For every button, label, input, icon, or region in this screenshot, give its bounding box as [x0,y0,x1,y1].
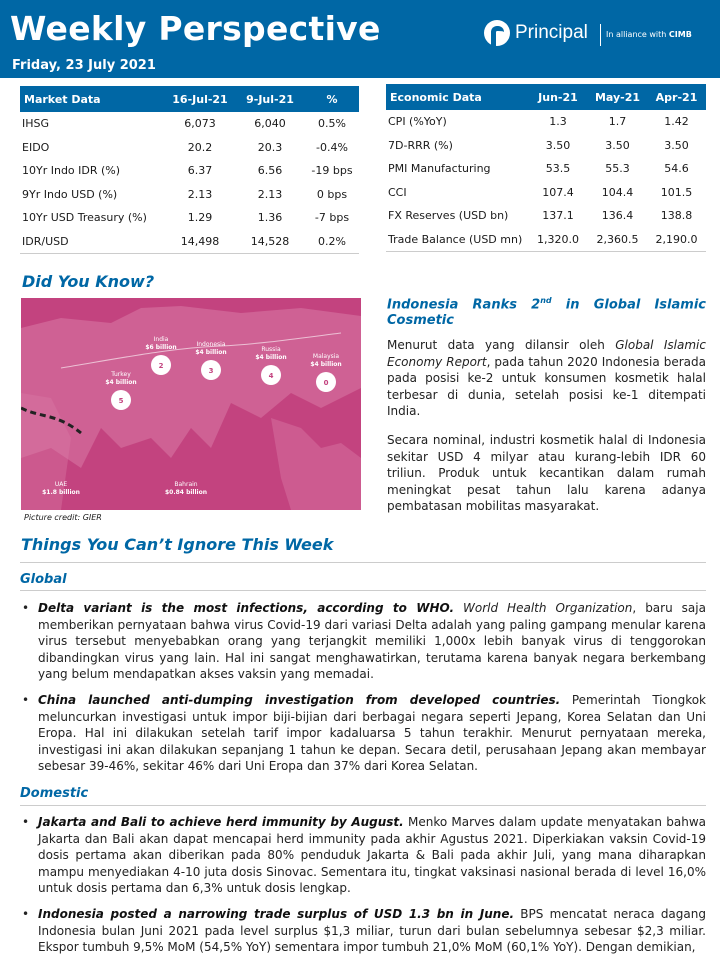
marker-country: UAE [54,481,68,488]
b1-text: , baru saja memberikan pernyataan bahwa virus Covid-19 dari variasi Delta adalah yang paling gampang menular karena virus tersebut menyebabkan orang yang terjangkit memiliki 1,000x lebih banyak virus di tenggorokan dibandingkan virus yang lain. Hal ini sangat menghawatirkan, terutama karena banyak negara berkembang yang belum mendapatkan akses vaksin yang memadai. [38,601,706,681]
row-value: 1.29 [187,211,213,225]
islamic-cosmetic-map-image [21,298,361,510]
row-value: 107.4 [542,185,574,199]
econ-header-3: Apr-21 [647,84,706,110]
table-row [20,136,359,160]
table-row [386,134,706,158]
article-title-line2: Cosmetic [387,313,454,329]
domestic-divider [20,805,706,806]
bullet-trade-surplus [20,906,706,956]
bullet-herd-immunity [20,814,706,897]
world-map-graphic [21,298,361,510]
table-row [386,181,706,205]
p1-text-a: Menurut data yang dilansir oleh [387,338,616,352]
b2-lead: China launched anti-dumping investigation from developed countries. [38,693,561,707]
row-label: EIDO [22,140,50,154]
row-value: 104.4 [601,185,634,199]
article-title [387,293,706,329]
row-value: 3.50 [545,138,571,152]
row-value: 20.3 [257,140,283,154]
b3-text: Menko Marves dalam update menyatakan bahwa Jakarta dan Bali akan dapat mencapai herd immunity pada akhir Agustus 2021. Diperkiakan vaksin Covid-19 dosis pertama akan diberikan pada 80% penduduk Jakarta & Bali pada akhir Juli, yang mana diharapkan mampu menyediakan 4-10 juta dosis Sinovac. Sementara itu, tingkat vaksinasi nasional berada di level 16,0% untuk dosis pertama dan 6,3% untuk dosis lengkap. [38,815,707,895]
row-value: 53.5 [545,162,571,176]
picture-credit: Picture credit: GIER [24,513,102,522]
row-label: Trade Balance (USD mn) [386,228,528,252]
table-row [20,206,359,230]
row-label: 10Yr USD Treasury (%) [22,211,147,225]
article-title-part1: Indonesia Ranks 2 [387,297,541,313]
marker-value: $4 billion [105,379,137,386]
article-paragraph-1 [387,337,706,420]
marker-rank: 3 [208,367,214,375]
row-value: 101.5 [660,185,693,199]
global-subheading: Global [20,572,67,587]
marker-country: Malaysia [312,353,340,360]
row-value: 2,360.5 [588,228,647,252]
row-value: 1.3 [549,115,567,129]
row-value: 136.4 [601,209,634,223]
row-value: 1.7 [608,115,627,129]
market-header-2: 9-Jul-21 [235,86,305,112]
econ-header-2: May-21 [588,84,647,110]
row-value: 3.50 [664,138,689,152]
section-divider [20,562,706,563]
row-value: 6.56 [257,164,283,178]
row-value: 20.2 [187,140,213,154]
row-value: 1,320.0 [528,228,588,252]
bullet-china-anti-dumping [20,692,706,775]
b2-text: Pemerintah Tiongkok meluncurkan investigasi untuk impor biji-bijian dari berbagai negara seperti Jepang, Korea Selatan dan Uni Eropa. Hal ini dilakukan setelah tarif impor kadaluarsa 5 tahun terakhir. Menurut pernyataan mereka, investigasi ini akan dilakukan sepanjang 1 tahun ke depan. Secara detil, perusahaan Jepang akan membayar sebesar 39-46%, sekitar 46% dari Uni Eropa dan 37% dari Korea Selatan. [38,693,707,773]
marker-rank: 0 [323,379,329,387]
table-row [20,183,359,207]
did-you-know-heading: Did You Know? [22,272,155,291]
row-value: 6.37 [187,164,213,178]
table-row [20,159,359,183]
marker-value: $4 billion [255,354,287,361]
row-label: 7D-RRR (%) [388,138,453,152]
row-value: 0.2% [305,230,359,254]
row-value: 1.36 [257,211,283,225]
article-title-sup: nd [540,296,552,305]
econ-header-1: Jun-21 [528,84,588,110]
marker-rank: 2 [158,362,164,370]
row-value: 0.5% [318,117,346,131]
market-data-table [20,86,359,254]
marker-rank: 4 [268,372,274,380]
b1-lead: Delta variant is the most infections, according to WHO. [38,601,454,615]
row-value: 55.3 [605,162,630,176]
row-value: 2.13 [187,187,213,201]
publication-date: Friday, 23 July 2021 [12,58,156,73]
table-row [386,204,706,228]
row-value: 6,073 [184,117,216,131]
row-value: 54.6 [664,162,689,176]
marker-value: $1.8 billion [42,489,80,496]
bullet-delta-variant [20,600,706,683]
things-heading: Things You Can’t Ignore This Week [21,535,334,554]
article-paragraph-2: Secara nominal, industri kosmetik halal di Indonesia sekitar USD 4 milyar atau kurang-lebih IDR 60 triliun. Produk untuk kecantikan dalam rumah meningkat pesat tahun lalu karena adanya pembatasan mobilitas masyarakat. [387,433,706,513]
brand-name: Principal [515,22,588,43]
row-value: 14,528 [235,230,305,254]
b1-who: World Health Organization [462,601,633,615]
marker-country: Bahrain [174,481,198,488]
econ-header-0: Economic Data [386,84,528,110]
row-value: -7 bps [314,211,350,225]
row-value: 1.42 [664,115,689,129]
row-value: 14,498 [165,230,235,254]
row-value: 6,040 [254,117,286,131]
article-title-part2: in Global Islamic [551,297,706,313]
row-value: -0.4% [316,140,348,154]
row-value: -19 bps [311,164,353,178]
row-label: CPI (%YoY) [388,115,447,129]
row-value: 2,190.0 [647,228,706,252]
table-row [386,157,706,181]
marker-value: $0.84 billion [165,489,207,496]
page-title: Weekly Perspective [10,9,381,48]
row-label: 10Yr Indo IDR (%) [22,164,121,178]
economic-data-table [386,84,706,252]
p1-report-name: Global Islamic Economy Report [387,338,706,369]
logo-divider [600,24,601,46]
row-label: CCI [388,185,407,199]
row-value: 2.13 [257,187,283,201]
row-label: IHSG [22,117,50,131]
row-value: 137.1 [542,209,574,223]
domestic-subheading: Domestic [20,786,89,801]
row-value: 3.50 [605,138,630,152]
table-row [20,112,359,136]
market-header-3: % [305,86,359,112]
row-value: 138.8 [660,209,693,223]
p1-text-b: , pada tahun 2020 Indonesia berada pada posisi ke-2 untuk konsumen kosmetik halal terbesar di dunia, setelah posisi ke-1 ditempati India. [387,354,706,418]
row-label: IDR/USD [20,230,165,254]
market-header-1: 16-Jul-21 [165,86,235,112]
row-label: 9Yr Indo USD (%) [22,187,118,201]
principal-logo [484,18,714,58]
row-label: PMI Manufacturing [388,162,491,176]
table-row [386,228,706,252]
b4-lead: Indonesia posted a narrowing trade surplus of USD 1.3 bn in June. [38,907,515,921]
table-row [386,110,706,134]
marker-country: Indonesia [196,341,226,348]
header-banner [0,0,720,78]
marker-country: Turkey [111,371,131,378]
b4-text: BPS mencatat neraca dagang Indonesia bulan Juni 2021 pada level surplus $1,3 miliar, turun dari bulan sebelumnya sebesar $2,3 miliar. Ekspor tumbuh 9,5% MoM (54,5% YoY) sementara impor tumbuh 21,0% MoM (60,1% YoY). Dengan demikian, [38,907,706,954]
global-divider [20,590,706,591]
row-value: 0 bps [316,187,348,201]
alliance-prefix: In alliance with [606,30,667,39]
map-marker [165,481,207,496]
marker-value: $4 billion [310,361,342,368]
principal-p-icon [484,20,510,46]
alliance-text [606,30,692,39]
table-row [20,230,359,254]
marker-rank: 5 [118,397,124,405]
row-label: FX Reserves (USD bn) [388,209,509,223]
marker-country: Russia [261,346,281,353]
market-header-0: Market Data [20,86,165,112]
marker-country: India [153,336,169,343]
b3-lead: Jakarta and Bali to achieve herd immunity by August. [38,815,404,829]
marker-value: $4 billion [195,349,227,356]
alliance-partner: CIMB [668,30,692,39]
marker-value: $6 billion [145,344,177,351]
